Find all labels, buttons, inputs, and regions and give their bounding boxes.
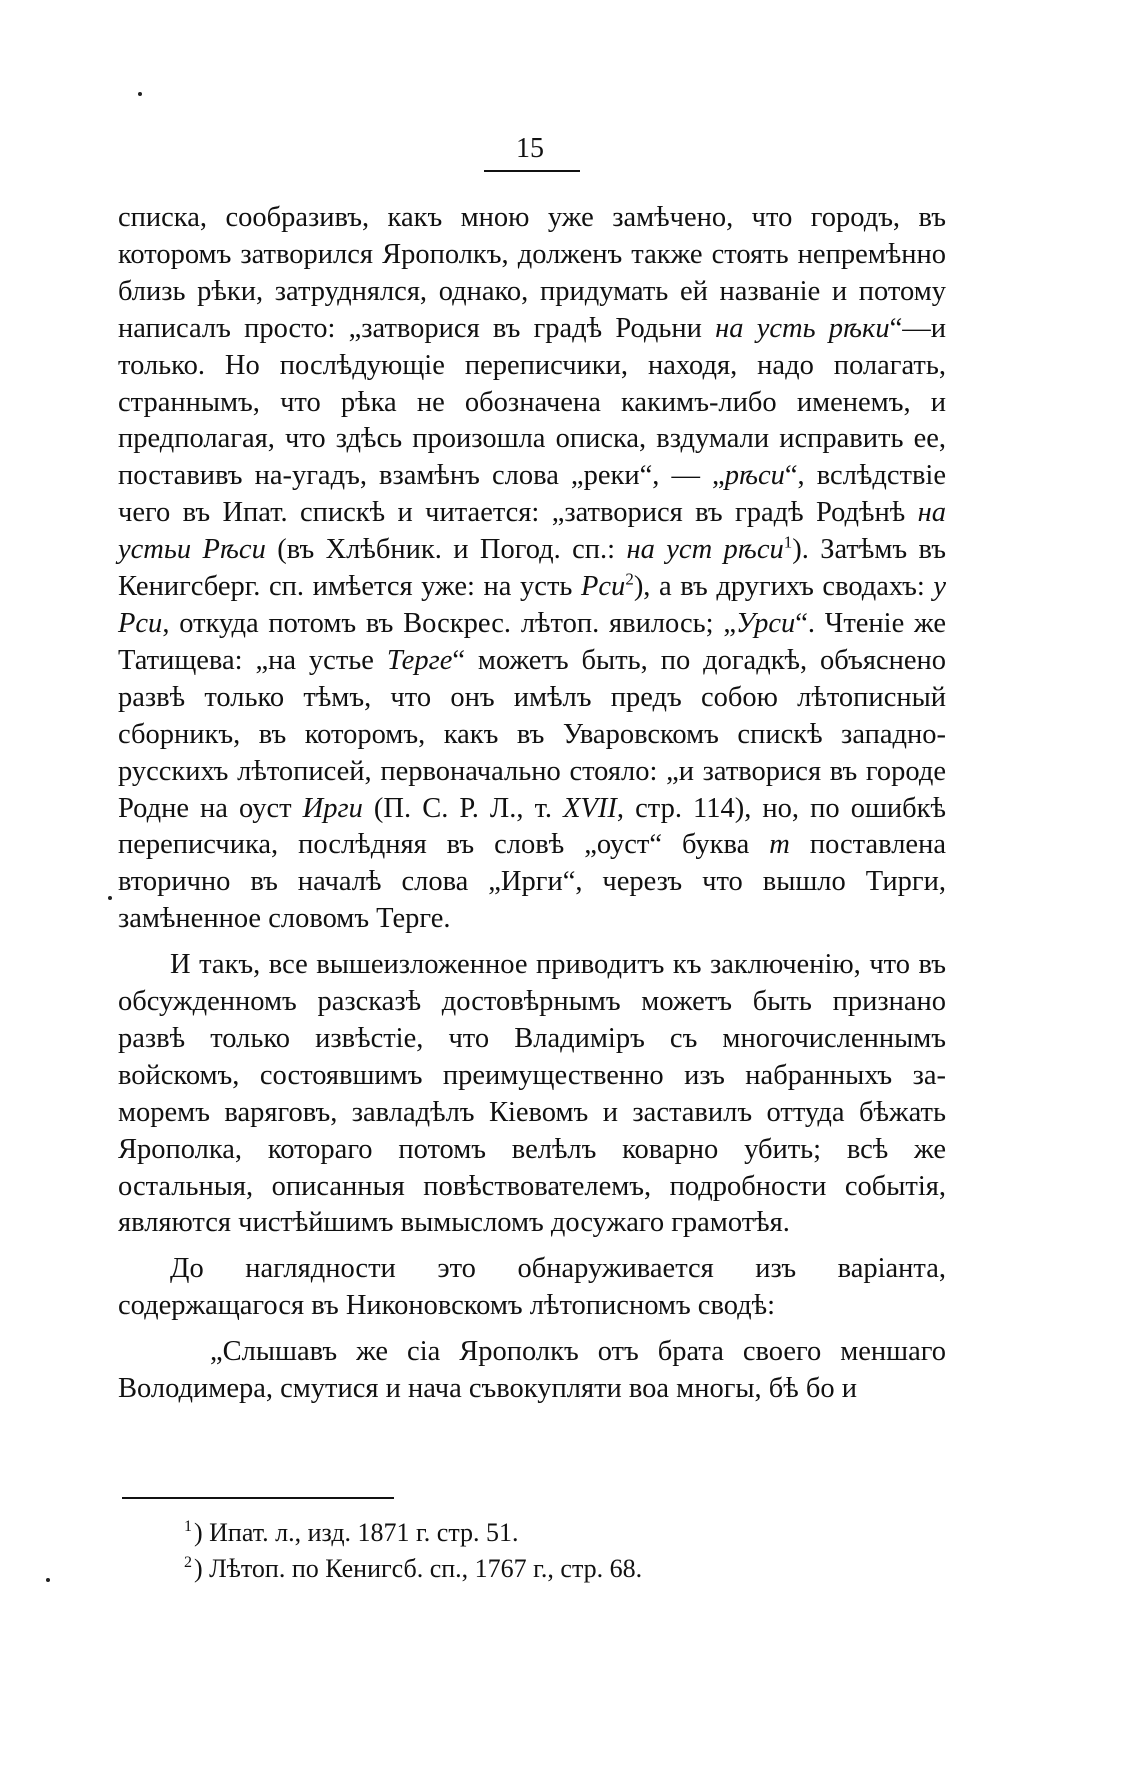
text-run: “ можетъ быть, по догадкѣ, объяснено развѣ только тѣмъ, что онъ имѣлъ предъ собою лѣтописный сборникъ, въ которомъ, какъ въ Уваровскомъ спискѣ западно-русскихъ лѣтописей, первоначально стояло: „и затворися въ городе Родне на оуст (118, 644, 946, 824)
paragraph-2: И такъ, все вышеизложенное приводитъ къ заключенію, что въ обсужденномъ разсказѣ достовѣрнымъ можетъ быть признано развѣ только извѣстіе, что Владиміръ съ многочисленнымъ войскомъ, состоявшимъ преимущественно изъ набранныхъ за-моремъ варяговъ, завладѣлъ Кіевомъ и заставилъ оттуда бѣжать Ярополка, котораго потомъ велѣлъ коварно убить; всѣ же остальныя, описанныя повѣствователемъ, подробности событія, являются чистѣйшимъ вымысломъ досужаго грамотѣя. (118, 949, 946, 1239)
text-run: (въ Хлѣбник. и Погод. сп.: (265, 534, 627, 566)
footnote-1 (184, 1515, 896, 1551)
paragraph-3: До наглядности это обнаруживается изъ варіанта, содержащагося въ Никоновскомъ лѣтописномъ сводѣ: (118, 1253, 946, 1322)
italic-run: на уст рѣси (626, 534, 784, 566)
text-run: (П. С. Р. Л., т. (362, 792, 564, 824)
footnote-ref-1: 1 (783, 532, 793, 552)
footnotes (184, 1515, 896, 1587)
print-speck (46, 1578, 50, 1582)
text-run: поставлена вторично въ началѣ слова „Ирги“, черезъ что вышло Тирги, замѣненное словомъ Терге. (118, 829, 946, 935)
page-number: 15 (516, 133, 544, 164)
italic-run: у Рси (118, 571, 946, 639)
print-speck (108, 896, 112, 900)
text-run: , стр. 114), но, по ошибкѣ переписчика, послѣдняя въ словѣ „оуст“ буква (118, 792, 946, 861)
text-run: , откуда потомъ въ Воскрес. лѣтоп. явилось; „ (162, 607, 737, 639)
italic-run: рѣси (724, 460, 785, 492)
italic-run: Ирги (302, 792, 363, 824)
italic-run: т (769, 829, 790, 861)
footnote-ref-2: 2 (625, 569, 634, 589)
chronicle-quote: „Слышавъ же сіа Ярополкъ отъ брата своего меншаго Володимера, смутися и нача съвокупляти воа многы, бѣ бо и (118, 1336, 946, 1405)
footnote-separator (122, 1497, 394, 1499)
body-text (118, 200, 946, 1408)
footnote-mark: 1 (184, 1518, 192, 1536)
italic-run: Рси (581, 571, 626, 603)
italic-run: на устьи Рѣси (118, 497, 946, 566)
text-run: ). Затѣмъ въ Кенигсберг. сп. имѣется уже: на усть (118, 534, 947, 603)
text-run: списка, сообразивъ, какъ мною уже замѣчено, что городъ, въ которомъ затворился Ярополкъ, долженъ также стоять непремѣнно близь рѣки, затруднялся, однако, придумать ей названіе и потому написалъ просто: „затворися въ градѣ Родьни (118, 202, 946, 344)
italic-run: Терге (386, 644, 453, 676)
italic-run: Урси (736, 607, 796, 639)
italic-run: на усть рѣки (715, 312, 890, 344)
footnote-2 (184, 1551, 896, 1587)
print-speck (138, 92, 142, 96)
text-run: “. Чтеніе же Татищева: „на устье (118, 607, 946, 676)
paragraph-1 (118, 200, 946, 938)
text-run: “, вслѣдствіе чего въ Ипат. спискѣ и читается: „затворися въ градѣ Родѣнѣ (118, 460, 946, 529)
footnote-text: ) Ипат. л., изд. 1871 г. стр. 51. (194, 1518, 519, 1547)
footnote-mark: 2 (184, 1554, 192, 1572)
text-run: “—и только. Но послѣдующіе переписчики, находя, надо полагать, страннымъ, что рѣка не обозначена какимъ-либо именемъ, и предполагая, что здѣсь произошла описка, вздумали исправить ее, поставивъ на-угадъ, взамѣнъ слова „реки“, — „ (118, 312, 946, 492)
italic-run: XVII (563, 792, 617, 824)
footnote-text: ) Лѣтоп. по Кенигсб. сп., 1767 г., стр. 68. (194, 1554, 643, 1583)
page-number-underline (484, 170, 580, 172)
text-run: ), а въ другихъ сводахъ: (633, 571, 934, 603)
